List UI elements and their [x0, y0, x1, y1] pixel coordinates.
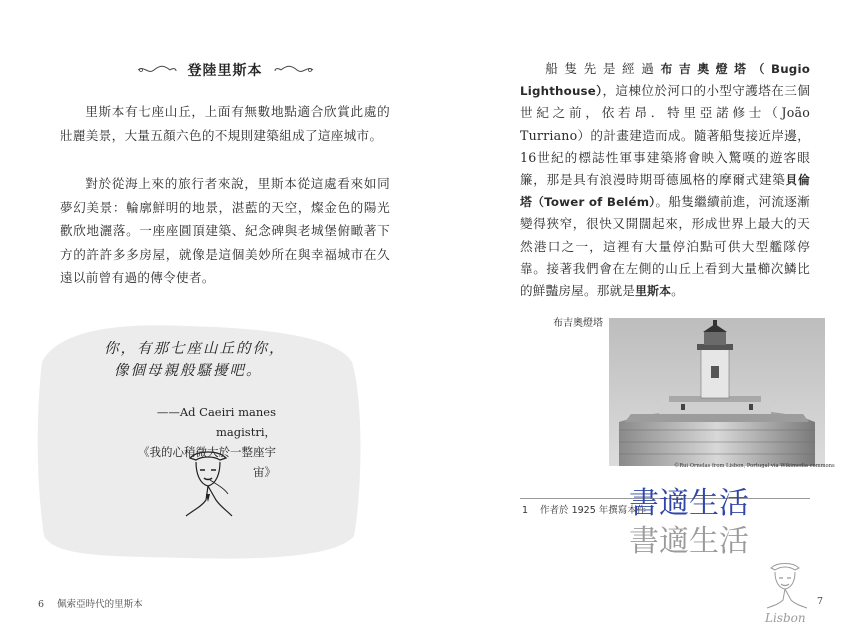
- text-segment-d: 。: [671, 283, 684, 299]
- body-paragraph-1: 里斯本有七座山丘，上面有無數地點適合欣賞此處的壯麗美景，大量五顏六色的不規則建築組成了這座城市。: [60, 104, 390, 143]
- body-paragraph-2: 對於從海上來的旅行者來說，里斯本從這處看來如同夢幻美景：輪廓鮮明的地景，湛藍的天空，燦金色的陽光歡欣地灑落。一座座圓頂建築、紀念碑與老城堡俯瞰著下方的許許多多房屋，就像是這個美妙所在與幸福城市在久遠以前曾有過的傳令使者。: [60, 176, 390, 285]
- right-page: [431, 0, 862, 640]
- running-title: 佩索亞時代的里斯本: [57, 599, 143, 610]
- publisher-watermark-gray: 書適生活: [629, 524, 749, 559]
- lisbon-term: 里斯本: [635, 284, 672, 299]
- corner-pessoa-sketch-icon: [757, 556, 813, 626]
- quote-line-2: 像個母親般騷擾吧。: [114, 363, 263, 379]
- footnote-number: 1: [522, 505, 529, 516]
- left-ornament-icon: [136, 64, 178, 76]
- chapter-title: 登陸里斯本: [187, 63, 263, 79]
- bugio-lighthouse-term: 布吉奧燈塔（Bugio Lighthouse）: [520, 62, 811, 99]
- chapter-title-row: [110, 58, 340, 82]
- text-segment-b: ，這棟位於河口的小型守護塔在三個世紀之前，依若昂．特里亞諾修士（João Turriano）的計畫建造而成。隨著船隻接近岸邊，16世紀的標誌性軍事建築將會映入驚嘆的遊客眼簾，那是具有浪漫時期哥德風格的摩爾式建築: [520, 83, 810, 188]
- quote-author: ——Ad Caeiri manes magistri，: [156, 405, 276, 439]
- quote-work: 《我的心稍微大於一整座宇宙》: [138, 445, 276, 479]
- sketch-signature: Lisbon: [765, 611, 806, 625]
- right-body-paragraph: [520, 58, 810, 302]
- photo-caption: 布吉奧燈塔: [553, 318, 603, 329]
- pessoa-sketch-icon: [176, 444, 238, 524]
- left-footer: [38, 596, 153, 610]
- photo-credit: ©Rui Ornelas from Lisbon, Portugal via Wikimedia commons: [674, 463, 835, 469]
- footnote-text: 作者於 1925 年撰寫本作: [540, 505, 647, 516]
- bugio-lighthouse-photo: [609, 318, 825, 466]
- text-segment-a: 船隻先是經過: [545, 61, 661, 76]
- right-page-number: 7: [817, 596, 824, 607]
- publisher-watermark-blue: 書適生活: [629, 486, 749, 521]
- quote-line-1: 你，有那七座山丘的你，: [104, 341, 286, 357]
- right-ornament-icon: [273, 64, 315, 76]
- left-page-number: 6: [38, 599, 45, 610]
- tower-of-belem-term: 貝倫塔（Tower of Belém）: [520, 173, 811, 210]
- footnote: [522, 502, 646, 516]
- handwritten-quote: [104, 338, 286, 382]
- text-segment-c: 。船隻繼續前進，河流逐漸變得狹窄，很快又開闊起來，形成世界上最大的天然港口之一，這裡有大量停泊點可供大型艦隊停靠。接著我們會在左側的山丘上看到大量櫛次鱗比的鮮豔房屋。那就是: [520, 194, 810, 299]
